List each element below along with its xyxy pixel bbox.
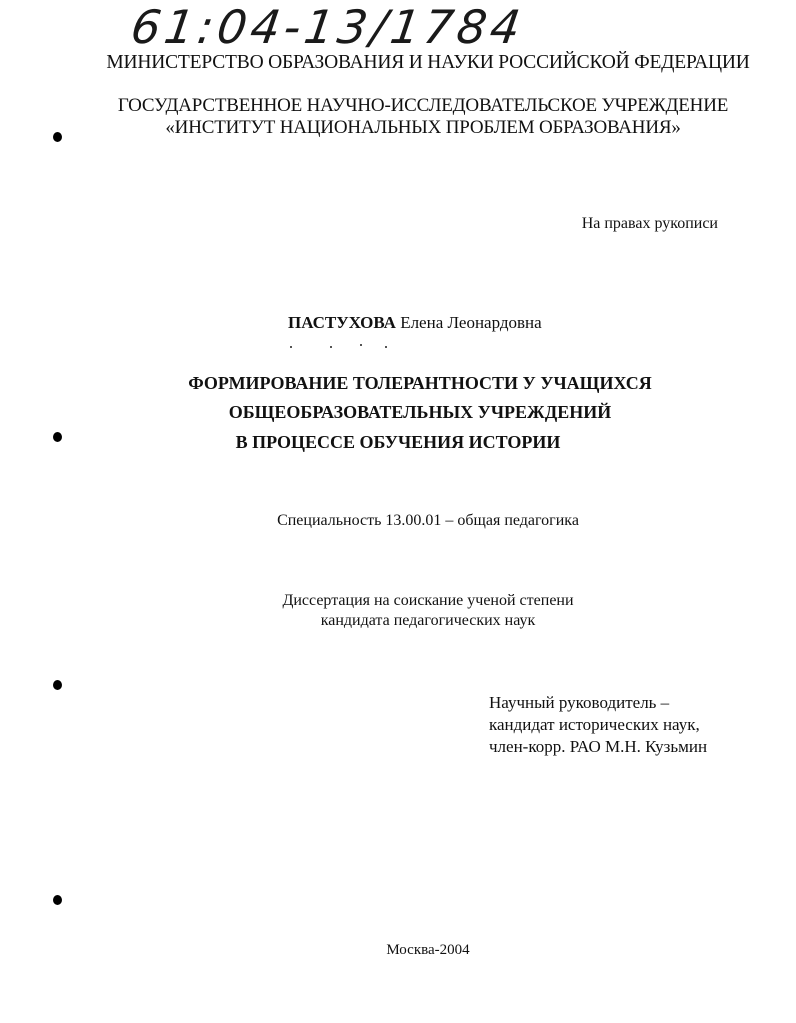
handwritten-registration-code: 61:04-13/1784 (127, 0, 528, 54)
binding-hole-mark (53, 680, 62, 690)
ministry-heading: МИНИСТЕРСТВО ОБРАЗОВАНИЯ И НАУКИ РОССИЙСКОЙ ФЕДЕРАЦИИ (106, 52, 750, 73)
binding-hole-mark (53, 895, 62, 905)
specialty: Специальность 13.00.01 – общая педагогика (277, 512, 579, 529)
dissertation-title-line-3: В ПРОЦЕССЕ ОБУЧЕНИЯ ИСТОРИИ (235, 432, 561, 452)
binding-hole-mark (53, 132, 62, 142)
author-surname: ПАСТУХОВА (288, 313, 396, 332)
dissertation-degree-line-1: Диссертация на соискание ученой степени (282, 592, 574, 609)
supervisor-line-3: член-корр. РАО М.Н. Кузьмин (489, 737, 708, 756)
author-name (288, 313, 542, 333)
scan-speck (290, 346, 292, 348)
supervisor-line-2: кандидат исторических наук, (489, 715, 700, 734)
institution-line-1: ГОСУДАРСТВЕННОЕ НАУЧНО-ИССЛЕДОВАТЕЛЬСКОЕ УЧРЕЖДЕНИЕ (117, 95, 729, 116)
manuscript-rights-note: На правах рукописи (581, 215, 718, 232)
scan-speck (385, 346, 387, 348)
scan-speck (360, 344, 362, 346)
supervisor-line-1: Научный руководитель – (489, 693, 670, 712)
institution-line-2: «ИНСТИТУТ НАЦИОНАЛЬНЫХ ПРОБЛЕМ ОБРАЗОВАНИЯ» (165, 117, 681, 138)
scan-speck (330, 346, 332, 348)
dissertation-title-line-2: ОБЩЕОБРАЗОВАТЕЛЬНЫХ УЧРЕЖДЕНИЙ (228, 402, 612, 422)
dissertation-title-line-1: ФОРМИРОВАНИЕ ТОЛЕРАНТНОСТИ У УЧАЩИХСЯ (188, 373, 652, 393)
author-given-names: Елена Леонардовна (400, 313, 542, 332)
dissertation-degree-line-2: кандидата педагогических наук (320, 612, 536, 629)
city-year: Москва-2004 (386, 942, 470, 958)
